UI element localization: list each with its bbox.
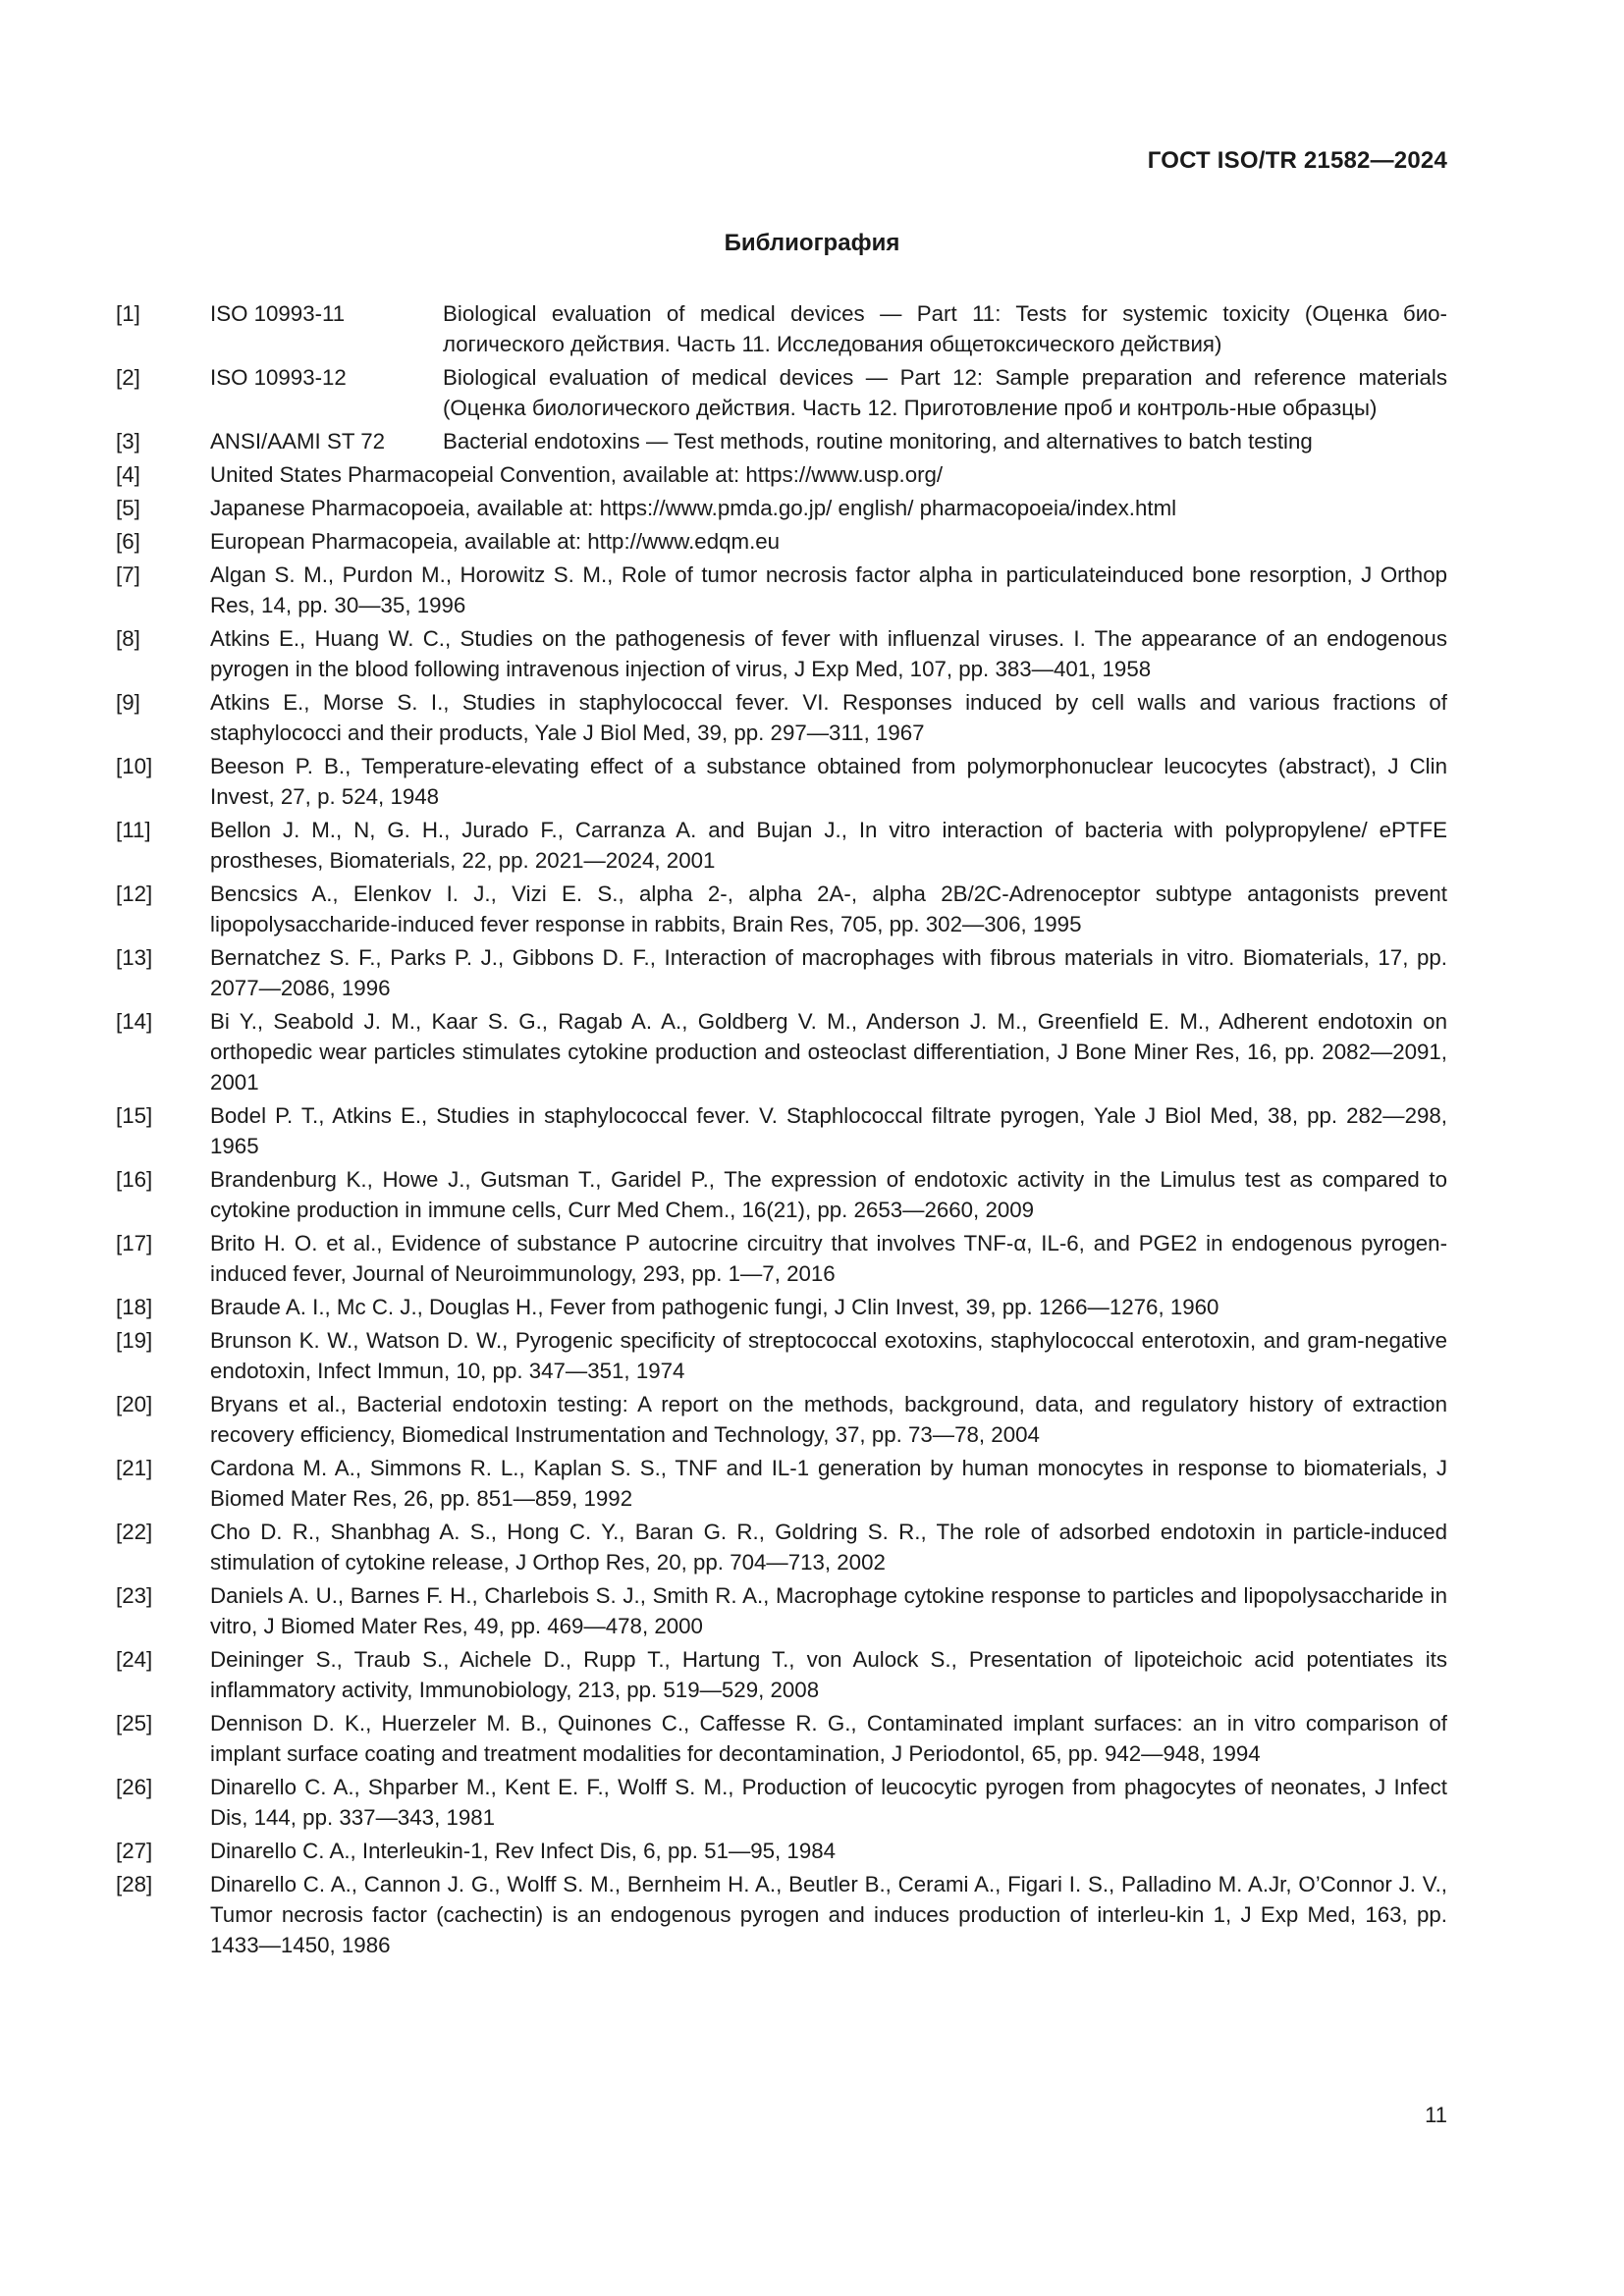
bibliography-entry [116,1389,1447,1450]
entry-number: [24] [116,1647,153,1672]
entry-text: Atkins E., Huang W. C., Studies on the pathogenesis of fever with influenzal viruses. I. The appearance of an endogenous pyrogen in the blood following intravenous injection of virus, J Exp Med, 107, pp. 383—401, 1958 [210,626,1447,681]
entry-text: Bernatchez S. F., Parks P. J., Gibbons D. F., Interaction of macrophages with fibrous materials in vitro. Biomaterials, 17, pp. 2077—2086, 1996 [210,945,1447,1000]
standard-designation: ISO 10993-11 [210,301,346,326]
entry-number: [9] [116,690,140,715]
entry-text: Braude A. I., Mc C. J., Douglas H., Fever from pathogenic fungi, J Clin Invest, 39, pp. 1266—1276, 1960 [210,1295,1219,1319]
entry-number: [4] [116,462,140,487]
entry-number: [25] [116,1711,153,1735]
bibliography-entry [116,879,1447,939]
entry-text: Brandenburg K., Howe J., Gutsman T., Garidel P., The expression of endotoxic activity in the Limulus test as compared to cytokine production in immune cells, Curr Med Chem., 16(21), pp. 2653—2660, 2009 [210,1167,1447,1222]
entry-text: Atkins E., Morse S. I., Studies in staphylococcal fever. VI. Responses induced by cell walls and various fractions of staphylococci and their products, Yale J Biol Med, 39, pp. 297—311, 1967 [210,690,1447,745]
bibliography-entry [116,1644,1447,1705]
entry-number: [21] [116,1456,153,1480]
entry-text: Brito H. O. et al., Evidence of substance P autocrine circuitry that involves TNF-α, IL-6, and PGE2 in endogenous pyrogen-induced fever, Journal of Neuroimmunology, 293, pp. 1—7, 2016 [210,1231,1447,1286]
bibliography-list [116,298,1447,1963]
entry-number: [22] [116,1520,153,1544]
entry-text: Dinarello C. A., Interleukin-1, Rev Infect Dis, 6, pp. 51—95, 1984 [210,1839,837,1863]
bibliography-entry [116,1228,1447,1289]
entry-number: [12] [116,881,153,906]
entry-number: [13] [116,945,153,970]
entry-number: [2] [116,365,140,390]
entry-text: Dinarello C. A., Shparber M., Kent E. F., Wolff S. M., Production of leucocytic pyrogen from phagocytes of neonates, J Infect Dis, 144, pp. 337—343, 1981 [210,1775,1447,1830]
bibliography-entry [116,526,1447,557]
entry-number: [5] [116,496,140,520]
bibliography-entry [116,459,1447,490]
entry-text: Bellon J. M., N, G. H., Jurado F., Carranza A. and Bujan J., In vitro interaction of bacteria with polypropylene/ ePTFE prostheses, Biomaterials, 22, pp. 2021—2024, 2001 [210,818,1447,873]
bibliography-entry [116,1772,1447,1833]
entry-text: Bryans et al., Bacterial endotoxin testing: A report on the methods, background, data, and regulatory history of extraction recovery efficiency, Biomedical Instrumentation and Technology, 37, pp. 73—78, 2004 [210,1392,1447,1447]
bibliography-entry [116,942,1447,1003]
entry-number: [19] [116,1328,153,1353]
entry-number: [7] [116,562,140,587]
bibliography-entry [116,1836,1447,1866]
entry-text: Bi Y., Seabold J. M., Kaar S. G., Ragab A. A., Goldberg V. M., Anderson J. M., Greenfield E. M., Adherent endotoxin on orthopedic wear particles stimulates cytokine production and osteoclast differentiation, J Bone Miner Res, 16, pp. 2082—2091, 2001 [210,1009,1447,1095]
entry-number: [14] [116,1009,153,1034]
entry-number: [6] [116,529,140,554]
entry-number: [16] [116,1167,153,1192]
bibliography-entry [116,1869,1447,1960]
entry-text: Cardona M. A., Simmons R. L., Kaplan S. S., TNF and IL-1 generation by human monocytes in response to biomaterials, J Biomed Mater Res, 26, pp. 851—859, 1992 [210,1456,1447,1511]
entry-text: Beeson P. B., Temperature-elevating effect of a substance obtained from polymorphonuclear leucocytes (abstract), J Clin Invest, 27, p. 524, 1948 [210,754,1447,809]
bibliography-entry [116,426,1447,456]
bibliography-entry [116,1164,1447,1225]
entry-text: Bodel P. T., Atkins E., Studies in staphylococcal fever. V. Staphlococcal filtrate pyrogen, Yale J Biol Med, 38, pp. 282—298, 1965 [210,1103,1447,1158]
section-title: Библиография [724,230,900,256]
entry-number: [27] [116,1839,153,1863]
entry-number: [8] [116,626,140,651]
entry-number: [20] [116,1392,153,1416]
standard-designation: ISO 10993-12 [210,365,347,390]
entry-text: Bacterial endotoxins — Test methods, routine monitoring, and alternatives to batch testing [443,429,1313,454]
bibliography-entry [116,493,1447,523]
entry-text: Japanese Pharmacopoeia, available at: https://www.pmda.go.jp/ english/ pharmacopoeia/index.html [210,496,1177,520]
entry-text: Daniels A. U., Barnes F. H., Charlebois S. J., Smith R. A., Macrophage cytokine response to particles and lipopolysaccharide in vitro, J Biomed Mater Res, 49, pp. 469—478, 2000 [210,1583,1447,1638]
entry-text: United States Pharmacopeial Convention, available at: https://www.usp.org/ [210,462,944,487]
standard-designation: ANSI/AAMI ST 72 [210,429,386,454]
entry-text: European Pharmacopeia, available at: http://www.edqm.eu [210,529,781,554]
entry-number: [26] [116,1775,153,1799]
standard-code: ГОСТ ISO/TR 21582—2024 [1147,147,1447,174]
bibliography-entry [116,1292,1447,1322]
bibliography-entry [116,1453,1447,1514]
bibliography-entry [116,1006,1447,1097]
bibliography-entry [116,362,1447,423]
bibliography-entry [116,1708,1447,1769]
bibliography-entry [116,560,1447,620]
entry-number: [3] [116,429,140,454]
entry-number: [10] [116,754,153,778]
bibliography-entry [116,687,1447,748]
page-number: 11 [1425,2103,1447,2127]
entry-text: Dinarello C. A., Cannon J. G., Wolff S. M., Bernheim H. A., Beutler B., Cerami A., Figari I. S., Palladino M. A.Jr, O’Connor J. V., Tumor necrosis factor (cachectin) is an endogenous pyrogen and induces production of interleu-kin 1, J Exp Med, 163, pp. 1433—1450, 1986 [210,1872,1447,1957]
entry-text: Biological evaluation of medical devices — Part 12: Sample preparation and reference materials (Оценка биологического действия. Часть 12. Приготовление проб и контроль-ные образцы) [443,365,1447,420]
entry-text: Deininger S., Traub S., Aichele D., Rupp T., Hartung T., von Aulock S., Presentation of lipoteichoic acid potentiates its inflammatory activity, Immunobiology, 213, pp. 519—529, 2008 [210,1647,1447,1702]
entry-text: Brunson K. W., Watson D. W., Pyrogenic specificity of streptococcal exotoxins, staphylococcal enterotoxin, and gram-negative endotoxin, Infect Immun, 10, pp. 347—351, 1974 [210,1328,1447,1383]
entry-number: [28] [116,1872,153,1896]
bibliography-entry [116,1325,1447,1386]
entry-number: [18] [116,1295,153,1319]
bibliography-entry [116,298,1447,359]
entry-number: [11] [116,818,151,842]
entry-text: Algan S. M., Purdon M., Horowitz S. M., Role of tumor necrosis factor alpha in particulateinduced bone resorption, J Orthop Res, 14, pp. 30—35, 1996 [210,562,1447,617]
bibliography-entry [116,815,1447,876]
entry-text: Biological evaluation of medical devices — Part 11: Tests for systemic toxicity (Оценка био-логического действия. Часть 11. Исследования общетоксического действия) [443,301,1447,356]
bibliography-entry [116,1517,1447,1577]
bibliography-entry [116,623,1447,684]
entry-text: Cho D. R., Shanbhag A. S., Hong C. Y., Baran G. R., Goldring S. R., The role of adsorbed endotoxin in particle-induced stimulation of cytokine release, J Orthop Res, 20, pp. 704—713, 2002 [210,1520,1447,1575]
bibliography-entry [116,1580,1447,1641]
entry-number: [17] [116,1231,153,1255]
entry-number: [1] [116,301,140,326]
bibliography-entry [116,1100,1447,1161]
entry-text: Bencsics A., Elenkov I. J., Vizi E. S., alpha 2-, alpha 2A-, alpha 2B/2C-Adrenoceptor subtype antagonists prevent lipopolysaccharide-induced fever response in rabbits, Brain Res, 705, pp. 302—306, 1995 [210,881,1447,936]
entry-number: [15] [116,1103,153,1128]
bibliography-entry [116,751,1447,812]
entry-text: Dennison D. K., Huerzeler M. B., Quinones C., Caffesse R. G., Contaminated implant surfaces: an in vitro comparison of implant surface coating and treatment modalities for decontamination, J Periodontol, 65, pp. 942—948, 1994 [210,1711,1447,1766]
entry-number: [23] [116,1583,153,1608]
